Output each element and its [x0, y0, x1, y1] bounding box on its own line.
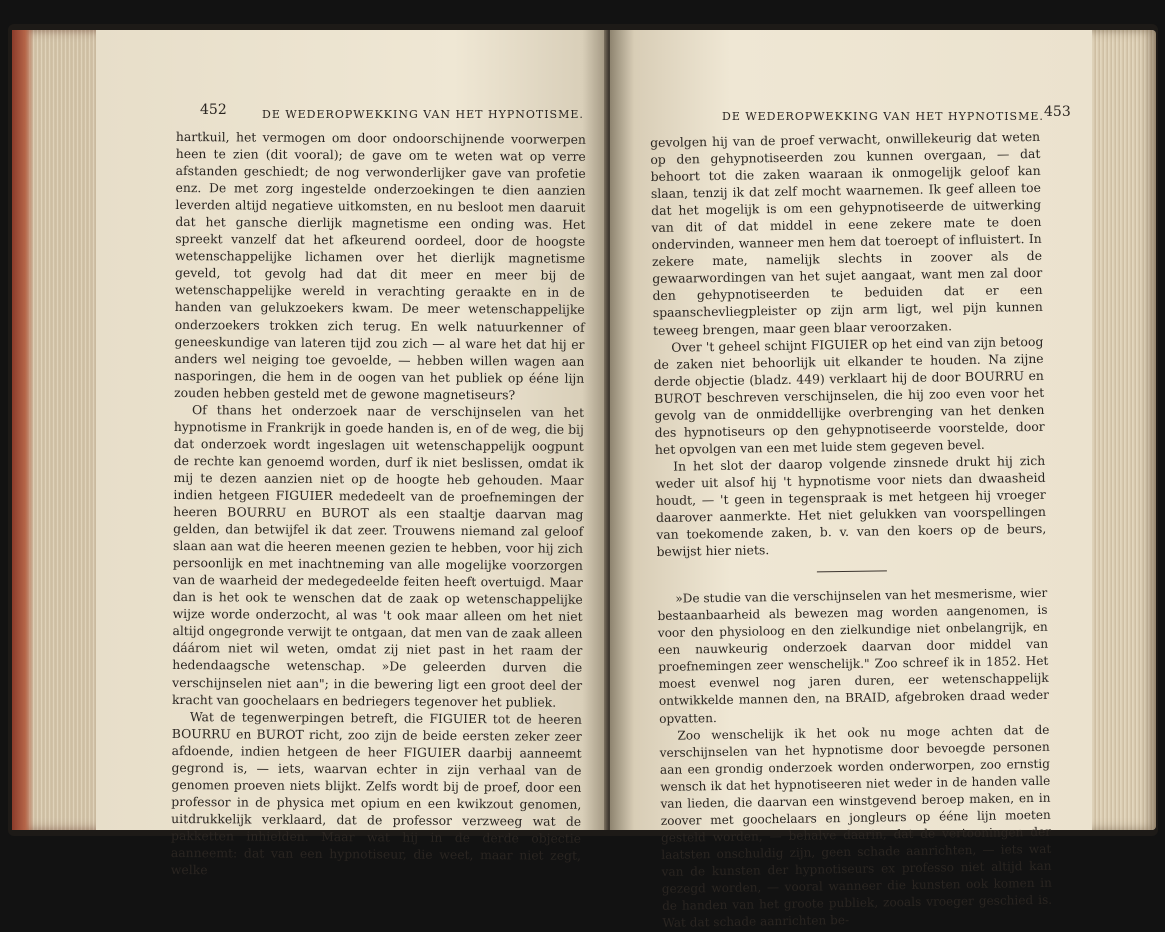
left-page	[96, 30, 608, 878]
left-paragraph-2: Of thans het onderzoek naar de verschijnselen van het hypnotisme in Frankrijk in goede handen is, en of de weg, die bij dat onderzoek wordt ingeslagen uit wetenschappelijk oogpunt de rechte kan genoemd worden, durf ik niet beslissen, omdat ik mij te dezen aanzien niet op de hoogte heb gehouden. Maar indien hetgeen FIGUIER mededeelt van de proefnemingen der heeren BOURRU en BUROT als een staaltje daarvan mag gelden, dan betwijfel ik dat zeer. Trouwens niemand zal geloof slaan aan wat die heeren meenen gezien te hebben, voor hij zich persoonlijk en met inachtneming van alle mogelijke voorzorgen van de waarheid der medegedeelde feiten heeft overtuigd. Maar dan is het ook te wenschen dat de zaak op wetenschappelijke wijze worde onderzocht, al was 't ook maar alleen om het niet altijd ongegronde verwijt te ontgaan, dat men van de zaak alleen dáárom niet wil weten, omdat zij niet past in het raam der hedendaagsche wetenschap. »De geleerden durven die verschijnselen niet aan"; in die bewering ligt een groot deel der kracht van goochelaars en bedriegers tegenover het publiek.	[171, 401, 585, 710]
running-header-left: DE WEDEROPWEKKING VAN HET HYPNOTISME.	[262, 108, 584, 121]
left-paragraph-1: hartkuil, het vermogen om door ondoorschijnende voorwerpen heen te zien (dit vooral); de gave om te weten wat op verre afstanden geschiedt; de nog verwonderlijker gave van profetie enz. De met zorg ingestelde onderzoekingen te dien aanzien leverden altijd negatieve uitkomsten, en nu besloot men daaruit dat het gansche dierlijk magnetisme een onding was. Het spreekt vanzelf dat het afkeurend oordeel, door de hoogste wetenschappelijke lichamen over het dierlijk magnetisme geveld, tot gevolg had dat dit meer en meer bij de wetenschappelijke wereld in verachting geraakte en in de handen van gelukzoekers kwam. De meer wetenschappelijke onderzoekers trokken zich terug. En welk natuurkenner of geneeskundige van lateren tijd zou zich — al ware het dat hij er anders wel neiging toe gevoelde, — hebben willen wagen aan nasporingen, die hem in de oogen van het publiek op ééne lijn zouden hebben gesteld met de gewone magnetiseurs?	[174, 128, 586, 403]
page-number-left: 452	[200, 102, 227, 118]
page-number-right: 453	[1044, 104, 1071, 120]
left-page-edges	[12, 30, 98, 830]
right-page-body	[650, 128, 1052, 932]
right-paragraph-1: gevolgen hij van de proef verwacht, onwillekeurig dat weten op den gehypnotiseerden zou kunnen overgaan, — dat behoort tot die zaken waaraan ik onmogelijk geloof kan slaan, tenzij ik dat zelf mocht waarnemen. Ik geef alleen toe dat het mogelijk is om een gehypnotiseerde de uitwerking van dit of dat middel in eene zekere mate te doen ondervinden, wanneer men hem dat toeroept of influistert. In zekere mate, namelijk slechts in zoover als de gewaarwordingen van het sujet aangaat, want men zal door den gehypnotiseerden te beduiden dat er een spaanschevliegpleister op zijn arm ligt, wel pijn kunnen teweeg brengen, maar geen blaar veroorzaken.	[650, 128, 1043, 338]
section-divider	[817, 571, 887, 573]
right-paragraph-5: Zoo wenschelijk ik het ook nu moge achten dat de verschijnselen van het hypnotisme door bevoegde personen aan een grondig onderzoek worden onderworpen, zoo ernstig wensch ik dat het hypnotiseeren niet weder in de handen valle van lieden, die daarvan een winstgevend beroep maken, en in zoover met goochelaars en jongleurs op ééne lijn moeten gesteld worden, — behalve daarin, dat de vertooningen der laatsten onschuldig zijn, geen schade aanrichten, — iets wat van de kunsten der hypnotiseurs ex professo niet altijd kan gezegd worden, — vooral wanneer die kunsten ook komen in de handen van het groote publiek, zooals vroeger geschied is. Wat dat schade aanrichten be-	[659, 722, 1053, 930]
left-page-body	[171, 128, 586, 881]
right-paragraph-2: Over 't geheel schijnt FIGUIER op het eind van zijn betoog de zaken niet behoorlijk uit elkander te houden. Na zijne derde objectie (bladz. 449) verklaart hij de door BOURRU en BUROT beschreven verschijnselen, die hij zoo even voor het gevolg van de onmiddellijke overbrenging van het denken des hypnotiseurs op den gehypnotiseerde voorstelde, door het opvolgen van een met luide stem gegeven bevel.	[653, 333, 1045, 457]
right-paragraph-3: In het slot der daarop volgende zinsnede drukt hij zich weder uit alsof hij 't hypnotisme voor niets dan dwaasheid houdt, — 't geen in tegenspraak is met hetgeen hij vroeger daarover aanmerkte. Het niet gelukken van voorspellingen van toekomende zaken, b. v. van den koers op de beurs, bewijst hier niets.	[655, 452, 1047, 560]
right-page-edges	[1090, 30, 1156, 830]
right-paragraph-4: »De studie van die verschijnselen van het mesmerisme, wier bestaanbaarheid als bewezen mag worden aangenomen, is voor den physioloog en den zielkundige niet onbelangrijk, en een nauwkeurig onderzoek daarvan door middel van proefnemingen zeer wenschelijk." Zoo schreef ik in 1852. Het moest evenwel nog jaren duren, eer wetenschappelijk ontwikkelde mannen den, na BRAID, afgebroken draad weder opvatten.	[657, 585, 1049, 726]
right-page	[610, 30, 1092, 930]
left-paragraph-3: Wat de tegenwerpingen betreft, die FIGUIER tot de heeren BOURRU en BUROT richt, zoo zijn de beide eersten zeker zeer afdoende, indien hetgeen de heer FIGUIER daarbij aanneemt gegrond is, — iets, waarvan echter in zijn verhaal van de genomen proeven niets blijkt. Zelfs wordt bij de proef, door een professor in de physica met opium en een kwikzout genomen, uitdrukkelijk verklaard, dat de professor verzweeg wat de pakketten inhielden. Maar wat hij in de derde objectie aanneemt: dat van een hypnotiseur, die weet, maar niet zegt, welke	[170, 708, 582, 878]
running-header-right: DE WEDEROPWEKKING VAN HET HYPNOTISME.	[722, 110, 1044, 123]
